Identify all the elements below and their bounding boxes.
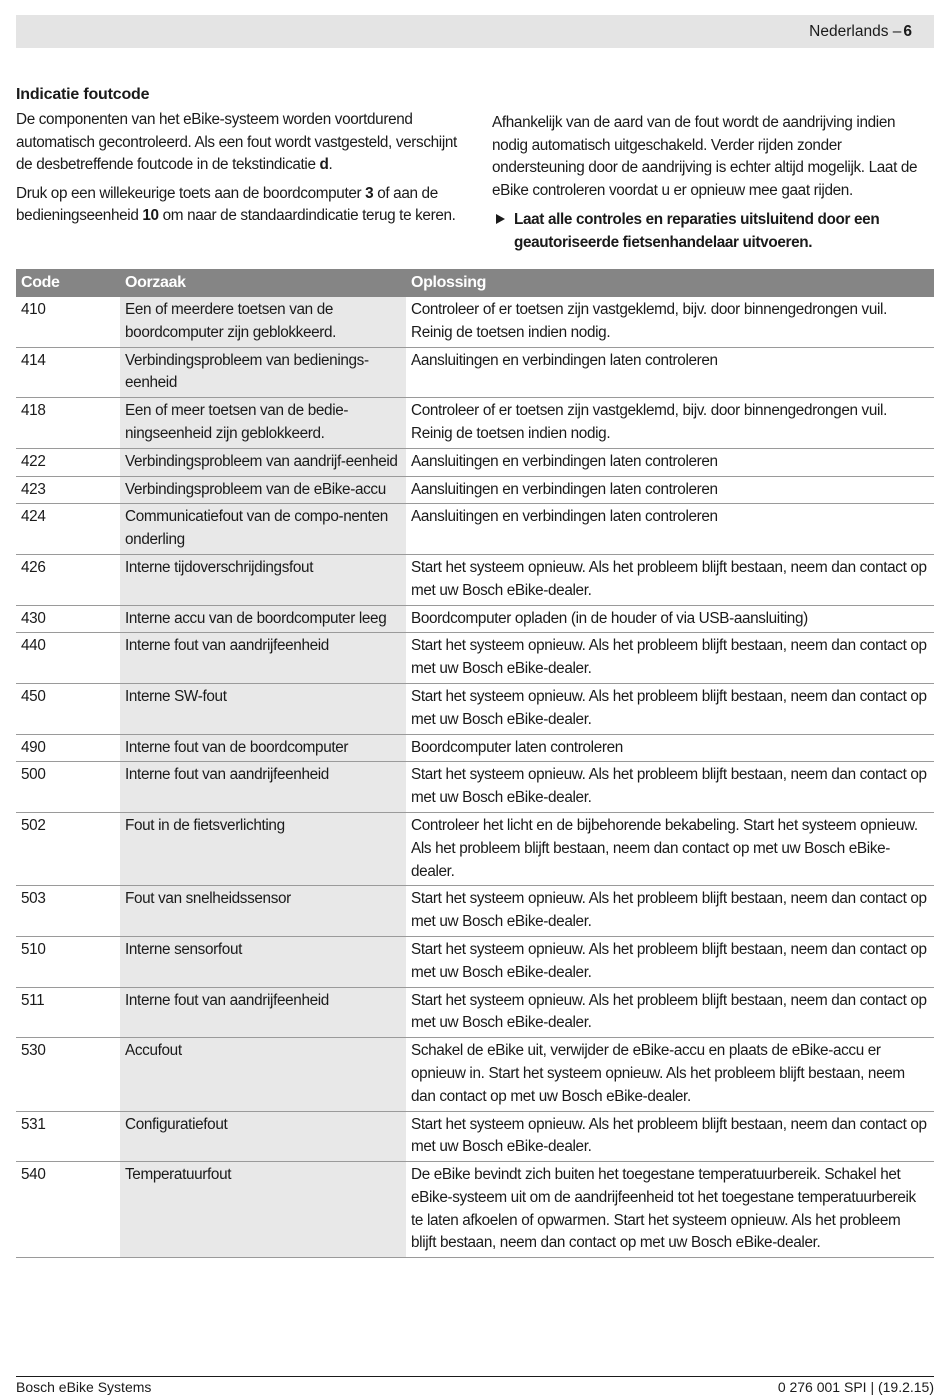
table-row: [16, 448, 934, 476]
p2-text-a: Druk op een willekeurige toets aan de boordcomputer: [16, 184, 366, 202]
header-code: Code: [16, 269, 120, 297]
header-cause: Oorzaak: [120, 269, 406, 297]
code-cell: 450: [16, 683, 120, 734]
section-title: Indicatie foutcode: [16, 86, 150, 103]
table-row: [16, 398, 934, 449]
code-cell: 490: [16, 734, 120, 762]
code-cell: 502: [16, 812, 120, 885]
table-header-row: [16, 269, 934, 297]
code-cell: 423: [16, 476, 120, 504]
solution-cell: Controleer of er toetsen zijn vastgeklemd, bijv. door binnengedrongen vuil. Reinig de toetsen indien nodig.: [406, 398, 934, 449]
cause-cell: Interne sensorfout: [120, 936, 406, 987]
intro-paragraph-1: [16, 109, 461, 177]
p2-text-c: of aan de bedieningseenheid: [16, 184, 438, 224]
header-solution: Oplossing: [406, 269, 934, 297]
solution-cell: Start het systeem opnieuw. Als het probleem blijft bestaan, neem dan contact op met uw Bosch eBike-dealer.: [406, 633, 934, 684]
code-cell: 530: [16, 1038, 120, 1111]
table-row: [16, 683, 934, 734]
solution-cell: Start het systeem opnieuw. Als het probleem blijft bestaan, neem dan contact op met uw Bosch eBike-dealer.: [406, 936, 934, 987]
cause-cell: Verbindingsprobleem van de eBike-accu: [120, 476, 406, 504]
cause-cell: Communicatiefout van de compo-nenten onderling: [120, 504, 406, 555]
table-row: [16, 1162, 934, 1258]
solution-cell: Start het systeem opnieuw. Als het probleem blijft bestaan, neem dan contact op met uw Bosch eBike-dealer.: [406, 554, 934, 605]
table-row: [16, 476, 934, 504]
intro-left-column: [16, 86, 461, 234]
cause-cell: Fout van snelheidssensor: [120, 886, 406, 937]
solution-cell: Boordcomputer laten controleren: [406, 734, 934, 762]
solution-cell: De eBike bevindt zich buiten het toegestane temperatuurbereik. Schakel het eBike-systeem uit om de aandrijfeenheid tot het toegestane temperatuurbereik te laten afkoelen of opwarmen. Start het systeem opnieuw. Als het probleem blijft bestaan, neem dan contact op met uw Bosch eBike-dealer.: [406, 1162, 934, 1258]
table-row: [16, 554, 934, 605]
table-row: [16, 504, 934, 555]
warning-note: [492, 208, 934, 254]
cause-cell: Interne SW-fout: [120, 683, 406, 734]
cause-cell: Temperatuurfout: [120, 1162, 406, 1258]
cause-cell: Een of meer toetsen van de bedie-ningseenheid zijn geblokkeerd.: [120, 398, 406, 449]
code-cell: 422: [16, 448, 120, 476]
p1-end: .: [328, 156, 333, 173]
table-row: [16, 734, 934, 762]
code-cell: 430: [16, 605, 120, 633]
table-row: [16, 297, 934, 347]
intro-paragraph-3: Afhankelijk van de aard van de fout wordt de aandrijving indien nodig automatisch uitgeschakeld. Verder rijden zonder ondersteuning door de aandrijving is echter altijd mogelijk. Laat de eBike controleren voordat u er opnieuw mee gaat rijden.: [492, 114, 918, 199]
cause-cell: Verbindingsprobleem van bedienings-eenheid: [120, 347, 406, 398]
footer-brand: Bosch eBike Systems: [16, 1379, 152, 1395]
footer-doc-number: 0 276 001 SPI | (19.2.15): [777, 1379, 934, 1395]
cause-cell: Fout in de fietsverlichting: [120, 812, 406, 885]
solution-cell: Start het systeem opnieuw. Als het probleem blijft bestaan, neem dan contact op met uw Bosch eBike-dealer.: [406, 886, 934, 937]
page-header: [16, 15, 934, 48]
table-row: [16, 347, 934, 398]
cause-cell: Verbindingsprobleem van aandrijf-eenheid: [120, 448, 406, 476]
code-cell: 410: [16, 297, 120, 347]
header-page-number: 6: [903, 22, 912, 40]
code-cell: 426: [16, 554, 120, 605]
solution-cell: Boordcomputer opladen (in de houder of via USB-aansluiting): [406, 605, 934, 633]
cause-cell: Interne accu van de boordcomputer leeg: [120, 605, 406, 633]
table-row: [16, 936, 934, 987]
intro-paragraph-2: [16, 183, 461, 228]
code-cell: 503: [16, 886, 120, 937]
code-cell: 414: [16, 347, 120, 398]
solution-cell: Aansluitingen en verbindingen laten controleren: [406, 504, 934, 555]
code-cell: 510: [16, 936, 120, 987]
cause-cell: Interne fout van aandrijfeenheid: [120, 987, 406, 1038]
cause-cell: Interne tijdoverschrijdingsfout: [120, 554, 406, 605]
solution-cell: Aansluitingen en verbindingen laten controleren: [406, 476, 934, 504]
table-row: [16, 1111, 934, 1162]
cause-cell: Interne fout van de boordcomputer: [120, 734, 406, 762]
intro-right-column: [492, 112, 934, 254]
error-code-table: [16, 269, 934, 1258]
code-cell: 511: [16, 987, 120, 1038]
solution-cell: Start het systeem opnieuw. Als het probleem blijft bestaan, neem dan contact op met uw Bosch eBike-dealer.: [406, 987, 934, 1038]
solution-cell: Schakel de eBike uit, verwijder de eBike-accu en plaats de eBike-accu er opnieuw in. Start het systeem opnieuw. Als het probleem blijft bestaan, neem dan contact op met uw Bosch eBike-dealer.: [406, 1038, 934, 1111]
code-cell: 424: [16, 504, 120, 555]
cause-cell: Interne fout van aandrijfeenheid: [120, 633, 406, 684]
solution-cell: Controleer of er toetsen zijn vastgeklemd, bijv. door binnengedrongen vuil. Reinig de toetsen indien nodig.: [406, 297, 934, 347]
table-row: [16, 762, 934, 813]
table-row: [16, 886, 934, 937]
solution-cell: Aansluitingen en verbindingen laten controleren: [406, 347, 934, 398]
p2-bold-ref-a: 3: [365, 184, 374, 202]
cause-cell: Een of meerdere toetsen van de boordcomputer zijn geblokkeerd.: [120, 297, 406, 347]
code-cell: 540: [16, 1162, 120, 1258]
code-cell: 418: [16, 398, 120, 449]
cause-cell: Configuratiefout: [120, 1111, 406, 1162]
code-cell: 440: [16, 633, 120, 684]
code-cell: 531: [16, 1111, 120, 1162]
table-body: [16, 297, 934, 1258]
table-row: [16, 812, 934, 885]
table-row: [16, 1038, 934, 1111]
footer-divider: [16, 1376, 934, 1377]
solution-cell: Start het systeem opnieuw. Als het probleem blijft bestaan, neem dan contact op met uw Bosch eBike-dealer.: [406, 762, 934, 813]
table-row: [16, 987, 934, 1038]
cause-cell: Interne fout van aandrijfeenheid: [120, 762, 406, 813]
table-row: [16, 605, 934, 633]
p1-text: De componenten van het eBike-systeem worden voortdurend automatisch gecontroleerd. Als een fout wordt vastgesteld, verschijnt de desbetreffende foutcode in de tekstindicatie: [16, 111, 457, 173]
p2-bold-ref-b: 10: [142, 207, 159, 224]
table-row: [16, 633, 934, 684]
solution-cell: Start het systeem opnieuw. Als het probleem blijft bestaan, neem dan contact op met uw Bosch eBike-dealer.: [406, 1111, 934, 1162]
p2-text-e: om naar de standaardindicatie terug te keren.: [158, 207, 456, 224]
warning-text: Laat alle controles en reparaties uitsluitend door een geautoriseerde fietsenhandelaar uitvoeren.: [514, 211, 880, 251]
triangle-bullet-icon: [496, 214, 505, 224]
p1-bold-ref: d: [319, 156, 329, 173]
header-language: Nederlands –: [809, 22, 902, 40]
code-cell: 500: [16, 762, 120, 813]
solution-cell: Start het systeem opnieuw. Als het probleem blijft bestaan, neem dan contact op met uw Bosch eBike-dealer.: [406, 683, 934, 734]
cause-cell: Accufout: [120, 1038, 406, 1111]
solution-cell: Aansluitingen en verbindingen laten controleren: [406, 448, 934, 476]
solution-cell: Controleer het licht en de bijbehorende bekabeling. Start het systeem opnieuw. Als het probleem blijft bestaan, neem dan contact op met uw Bosch eBike-dealer.: [406, 812, 934, 885]
